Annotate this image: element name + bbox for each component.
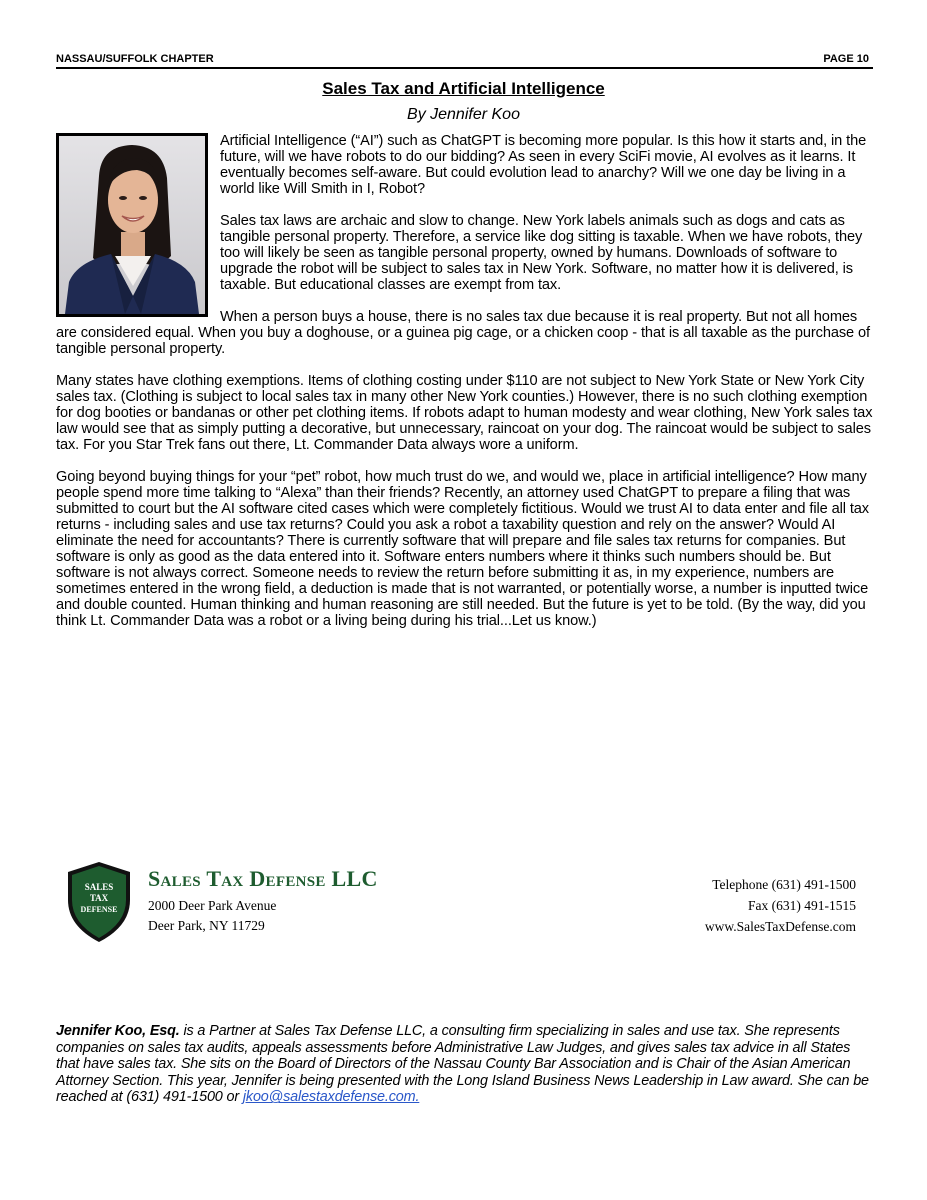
fax: Fax (631) 491-1515 (748, 898, 856, 913)
paragraph-5: Going beyond buying things for your “pet” robot, how much trust do we, and would we, place in artificial intelligence? How many people spend more time talking to “Alexa” than their friends? Recently, an attorney used ChatGPT to prepare a filing that was submitted to court but the AI software cited cases which were completely fictitious. Would we trust AI to data enter and file all tax returns - including sales and use tax returns? Could you ask a robot a taxability question and rely on the answer? Would AI eliminate the need for accountants? There is currently software that will prepare and file sales tax returns for companies. But software is only as good as the data entered into it. Software enters numbers where it thinks such numbers should be. But software is not always correct. Someone needs to review the return before submitting it as, in my experience, numbers are sometimes entered in the wrong field, a deduction is made that is not warranted, or potentially worse, a number is inputted twice and double counted. Human thinking and human reasoning are still needed. But the future is yet to be told. (By the way, did you think Lt. Commander Data was a robot or a living being during his trial...Let us know.) (56, 469, 870, 629)
bio-text: is a Partner at Sales Tax Defense LLC, a consulting firm specializing in sales and use tax. She represents companies on sales tax audits, appeals assessments before Administrative Law Judges, and gives sales tax advice in all States that have sales tax. She sits on the Board of Directors of the Nassau County Bar Association and is Chair of the Asian American Attorney Section. This year, Jennifer is being presented with the Long Island Business News Leadership in Law award. She can be reached at (631) 491-1500 or (56, 1023, 869, 1106)
author-photo (56, 133, 208, 317)
address-line-1: 2000 Deer Park Avenue (148, 898, 277, 913)
address-line-2: Deer Park, NY 11729 (148, 918, 265, 933)
author-bio (56, 1023, 874, 1106)
logo-word-3: DEFENSE (80, 905, 118, 914)
company-address (148, 896, 276, 936)
author-portrait-image (59, 136, 205, 314)
page-number: PAGE 10 (823, 53, 869, 65)
paragraph-1: Artificial Intelligence (“AI”) such as ChatGPT is becoming more popular. Is this how it starts and, in the future, will we have robots to do our bidding? As seen in every SciFi movie, AI evolves as it learns. It eventually becomes self-aware. But could evolution lead to anarchy? Will we one day be living in a world like Will Smith in I, Robot? (220, 133, 867, 197)
shield-logo-icon (64, 860, 134, 944)
website: www.SalesTaxDefense.com (704, 919, 856, 934)
article-title: Sales Tax and Artificial Intelligence (322, 79, 605, 98)
article-byline: By Jennifer Koo (407, 106, 520, 123)
paragraph-2: Sales tax laws are archaic and slow to change. New York labels animals such as dogs and cats as tangible personal property. Therefore, a service like dog sitting is taxable. When we have robots, they too will likely be seen as tangible personal property, owned by humans. Downloads of software to upgrade the robot will be subject to sales tax in New York. Software, no matter how it is delivered, is taxable. But educational classes are exempt from tax. (220, 213, 863, 293)
chapter-name: NASSAU/SUFFOLK CHAPTER (56, 53, 214, 65)
article-title-container (0, 79, 927, 99)
article-body (56, 133, 874, 645)
paragraph-3: When a person buys a house, there is no sales tax due because it is real property. But not all homes are considered equal. When you buy a doghouse, or a guinea pig cage, or a chicken coop - that is all taxable as the purchase of tangible personal property. (56, 309, 871, 357)
author-email-link[interactable]: jkoo@salestaxdefense.com. (242, 1089, 420, 1106)
page-header (56, 52, 873, 69)
paragraph-4: Many states have clothing exemptions. Items of clothing costing under $110 are not subject to New York State or New York City sales tax. (Clothing is subject to local sales tax in many other New York counties.) However, there is no such clothing exemption for dog booties or bandanas or other pet clothing items. If robots adapt to human modesty and wear clothing, New York sales tax law would see that as simply putting a decorative, but unnecessary, raincoat on your dog. The raincoat would be subject to sales tax. For you Star Trek fans out there, Lt. Commander Data always wore a uniform. (56, 373, 873, 453)
company-name: Sales Tax Defense LLC (148, 866, 378, 891)
logo-word-2: TAX (89, 893, 109, 903)
logo-word-1: SALES (84, 882, 114, 892)
sales-tax-defense-ad (64, 860, 864, 950)
company-contact (705, 874, 856, 937)
author-name: Jennifer Koo, Esq. (56, 1023, 180, 1039)
telephone: Telephone (631) 491-1500 (712, 877, 856, 892)
